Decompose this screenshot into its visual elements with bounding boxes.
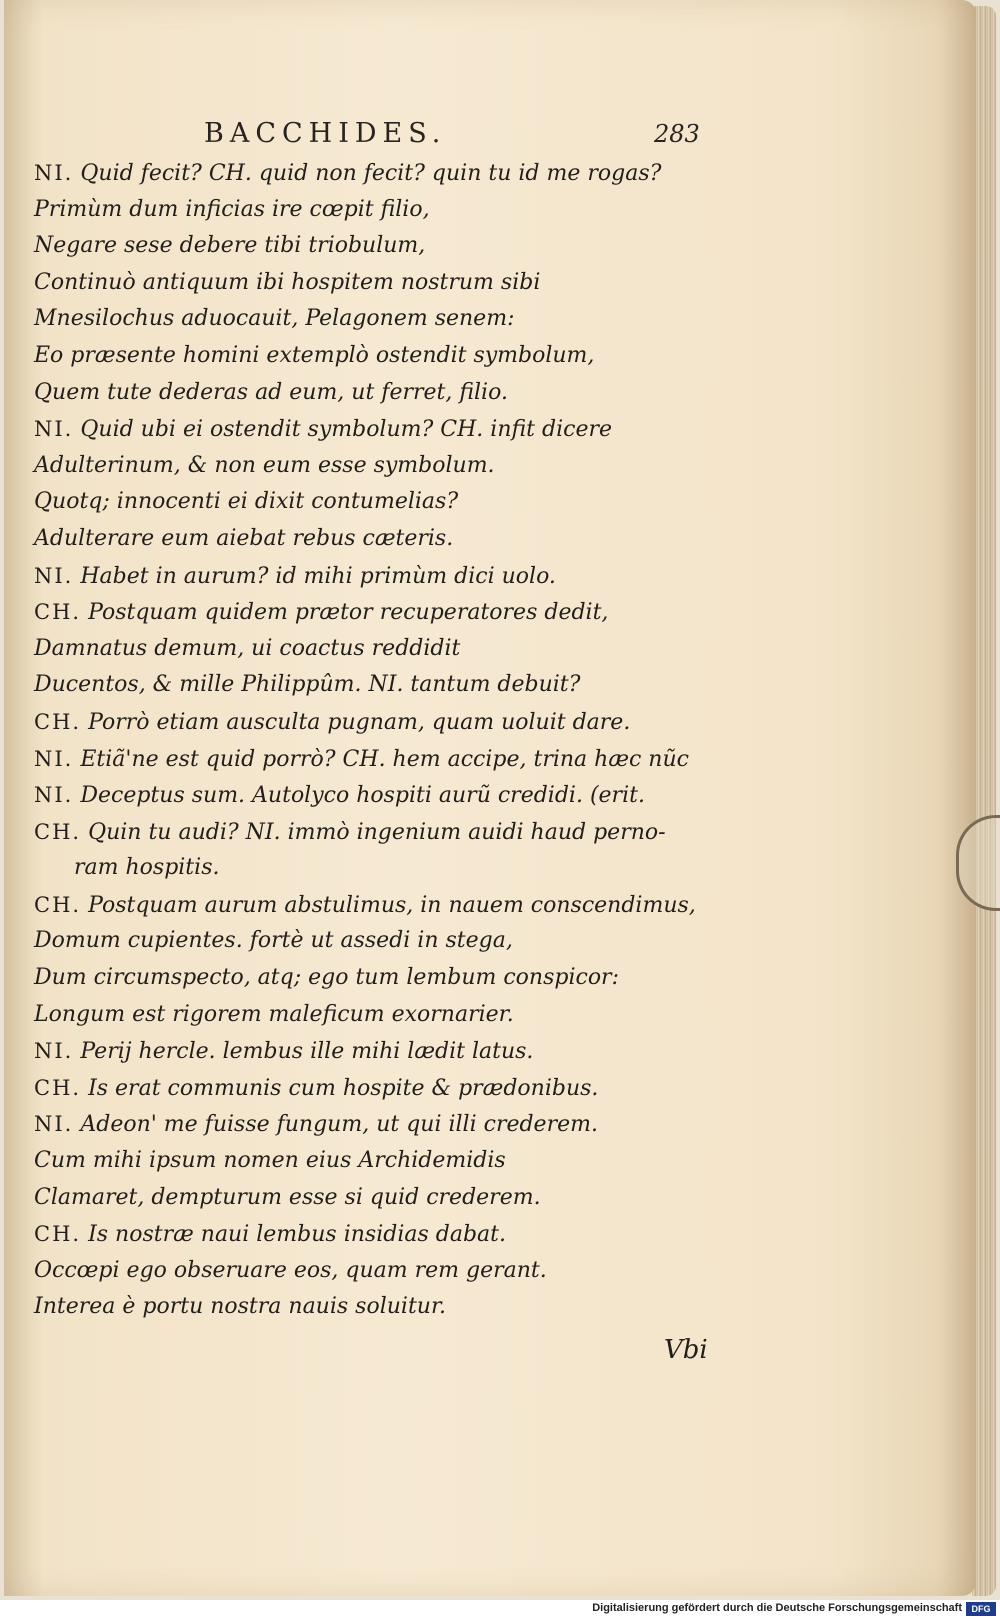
line-text: Adeon' me fuisse fungum, ut qui illi crederem. [80,1112,598,1138]
text-line [34,1289,724,1326]
line-text: Deceptus sum. Autolyco hospiti aurũ credidi. (erit. [80,783,645,809]
line-text: Quotq; innocenti ei dixit contumelias? [34,489,459,515]
speaker-label: NI. [34,783,74,808]
text-line [34,704,724,741]
speaker-label: CH. [34,1075,82,1100]
line-text: Primùm dum inficias ire cœpit filio, [34,196,430,222]
text-line [34,521,724,558]
text-line [34,850,724,887]
text-line [34,960,724,997]
speaker-label: NI. [34,563,74,588]
text-line [34,923,724,960]
speaker-label: CH. [34,892,82,917]
text-line [34,192,724,229]
text-line [34,887,724,924]
line-text: Continuò antiquum ibi hospitem nostrum sibi [34,269,541,295]
text-line [34,301,724,338]
text-line [34,1216,724,1253]
speaker-label: NI. [34,746,74,771]
line-text: Eo præsente homini extemplò ostendit symbolum, [34,342,595,368]
speaker-label: NI. [34,1112,74,1137]
text-line [34,741,724,778]
text-line [34,155,724,192]
line-text: Quin tu audi? NI. immò ingenium auidi haud perno- [88,819,666,845]
line-text: Dum circumspecto, atq; ego tum lembum conspicor: [34,965,619,991]
verse-text [34,155,724,1326]
text-line [34,1106,724,1143]
line-text: Is erat communis cum hospite & prædonibus. [88,1075,599,1101]
line-text: Porrò etiam ausculta pugnam, quam uoluit dare. [88,709,631,735]
line-text: Mnesilochus aduocauit, Pelagonem senem: [34,306,515,332]
dfg-logo: DFG [966,1602,996,1616]
text-line [34,448,724,485]
text-line [34,484,724,521]
line-text: Adulterinum, & non eum esse symbolum. [34,452,495,478]
line-text: Negare sese debere tibi triobulum, [34,233,426,259]
text-line [34,265,724,302]
text-line [34,228,724,265]
funding-credit: Digitalisierung gefördert durch die Deutsche Forschungsgemeinschaft [592,1602,962,1614]
text-line [34,411,724,448]
text-line [34,1253,724,1290]
text-line [34,1070,724,1107]
speaker-label: CH. [34,709,82,734]
speaker-label: NI. [34,417,74,442]
page-number: 283 [654,120,700,148]
text-line [34,375,724,412]
line-text: Postquam aurum abstulimus, in nauem conscendimus, [88,892,696,918]
page-header [4,114,976,154]
text-line [34,667,724,704]
speaker-label: CH. [34,819,82,844]
line-text: Perij hercle. lembus ille mihi lædit latus. [80,1039,534,1065]
footer [0,1600,1000,1620]
text-line [34,558,724,595]
text-line [34,1143,724,1180]
text-line [34,338,724,375]
line-text: Is nostræ naui lembus insidias dabat. [88,1222,506,1248]
line-text: Etiã'ne est quid porrò? CH. hem accipe, trina hæc nũc [80,746,689,772]
line-text: Postquam quidem prætor recuperatores dedit, [88,600,609,626]
line-text: Domum cupientes. fortè ut assedi in stega, [34,928,513,954]
text-line [34,1180,724,1217]
line-text: Quid fecit? CH. quid non fecit? quin tu id me rogas? [80,161,662,186]
line-text: Quem tute dederas ad eum, ut ferret, filio. [34,379,508,405]
line-text: Habet in aurum? id mihi primùm dici uolo. [80,563,556,589]
text-line [34,594,724,631]
line-text: ram hospitis. [74,855,220,881]
speaker-label: NI. [34,161,74,185]
book-page [4,0,976,1596]
line-text: Interea è portu nostra nauis soluitur. [34,1294,447,1320]
running-title: BACCHIDES. [204,118,447,149]
text-line [34,997,724,1034]
speaker-label: NI. [34,1039,74,1064]
text-line [34,777,724,814]
line-text: Damnatus demum, ui coactus reddidit [34,635,461,661]
line-text: Quid ubi ei ostendit symbolum? CH. infit dicere [80,417,613,443]
speaker-label: CH. [34,600,82,625]
line-text: Clamaret, dempturum esse si quid crederem. [34,1184,541,1210]
line-text: Ducentos, & mille Philippûm. NI. tantum debuit? [34,672,581,698]
speaker-label: CH. [34,1222,82,1247]
text-line [34,1033,724,1070]
line-text: Occœpi ego obseruare eos, quam rem gerant. [34,1257,547,1283]
text-line [34,631,724,668]
line-text: Longum est rigorem maleficum exornarier. [34,1001,514,1027]
line-text: Cum mihi ipsum nomen eius Archidemidis [34,1148,506,1174]
line-text: Adulterare eum aiebat rebus cæteris. [34,525,454,551]
catchword: Vbi [664,1335,708,1365]
text-line [34,814,724,851]
